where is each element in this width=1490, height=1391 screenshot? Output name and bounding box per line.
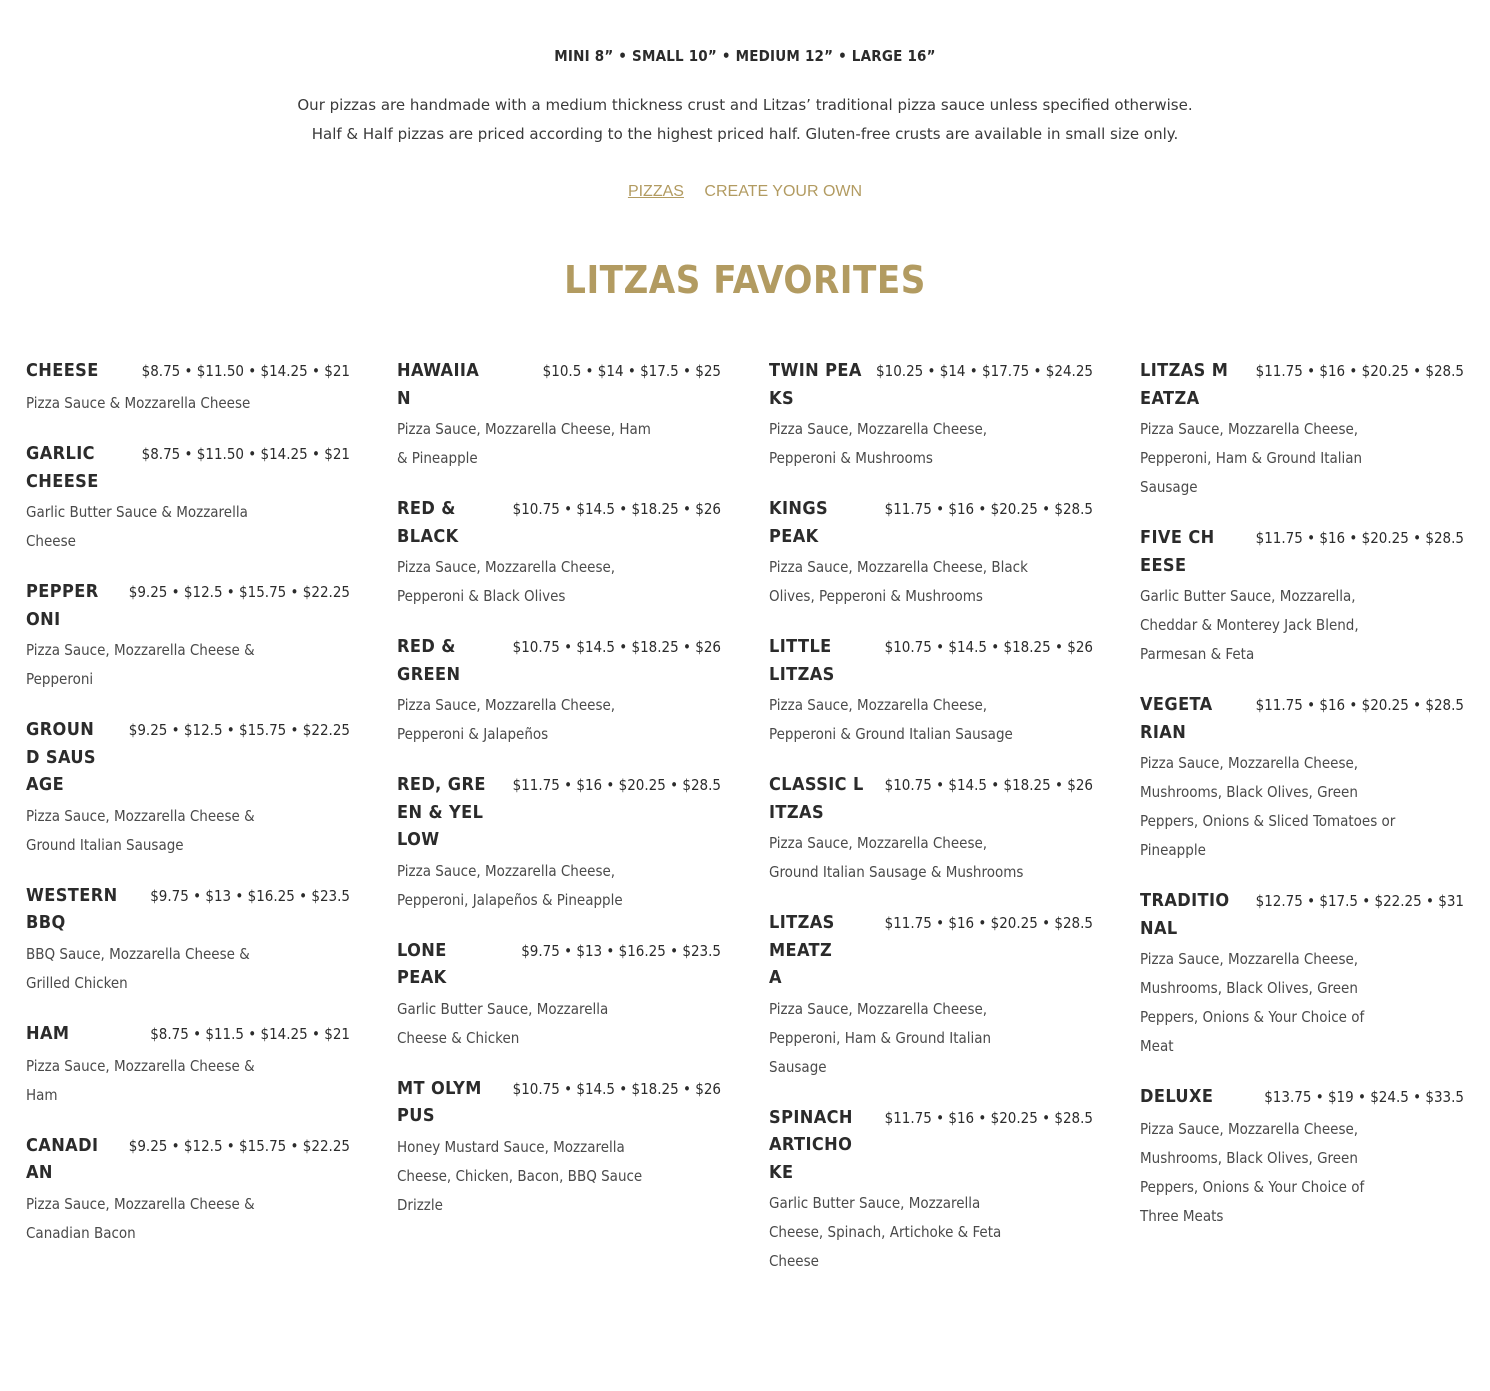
menu-item-price: $10.75 • $14.5 • $18.25 • $26 <box>512 500 721 518</box>
menu-item-header <box>769 909 1093 992</box>
menu-item-price: $11.75 • $16 • $20.25 • $28.5 <box>884 500 1093 518</box>
menu-item-price: $8.75 • $11.50 • $14.25 • $21 <box>141 362 350 380</box>
menu-item <box>397 937 721 1053</box>
menu-item-header <box>26 716 350 799</box>
menu-item-description: Pizza Sauce, Mozzarella Cheese, Pepperoni & Jalapeños <box>397 696 616 743</box>
menu-item <box>26 882 350 998</box>
menu-item-description: Garlic Butter Sauce, Mozzarella Cheese & Chicken <box>397 999 609 1047</box>
menu-item <box>769 909 1093 1082</box>
menu-item <box>397 495 721 611</box>
menu-item-name: PEPPERONI <box>26 581 99 630</box>
menu-item-price: $9.75 • $13 • $16.25 • $23.5 <box>150 886 350 905</box>
menu-item-name: HAWAIIAN <box>397 360 480 409</box>
menu-item-name: DELUXE <box>1140 1086 1214 1107</box>
intro-line-2: Half & Half pizzas are priced according to the highest priced half. Gluten-free crusts are available in small size only. <box>311 125 1179 143</box>
menu-item-name: RED & BLACK <box>397 498 459 547</box>
menu-item-description: Honey Mustard Sauce, Mozzarella Cheese, Chicken, Bacon, BBQ Sauce Drizzle <box>397 1137 643 1214</box>
menu-item-name: RED, GREEN & YELLOW <box>397 774 486 850</box>
menu-item-price: $11.75 • $16 • $20.25 • $28.5 <box>884 1108 1093 1127</box>
menu-item-header <box>397 771 721 854</box>
section-title: LITZAS FAVORITES <box>564 258 926 302</box>
menu-item <box>26 716 350 860</box>
menu-item-description: Pizza Sauce, Mozzarella Cheese, Mushrooms, Black Olives, Green Peppers, Onions & Your Choice of Meat <box>1140 950 1365 1055</box>
menu-item-name: LITTLE LITZAS <box>769 636 835 685</box>
menu-item-price: $9.25 • $12.5 • $15.75 • $22.25 <box>128 721 350 739</box>
menu-item-header <box>26 1132 350 1187</box>
menu-item-header <box>397 495 721 550</box>
menu-item-price: $11.75 • $16 • $20.25 • $28.5 <box>884 914 1093 932</box>
menu-item-header <box>26 578 350 633</box>
menu-item <box>26 440 350 556</box>
menu-item-description: Pizza Sauce, Mozzarella Cheese, Ham & Pineapple <box>397 420 651 467</box>
menu-item-name: GARLIC CHEESE <box>26 443 99 492</box>
menu-item-price: $10.75 • $14.5 • $18.25 • $26 <box>512 638 721 656</box>
menu-item-header <box>26 1020 350 1049</box>
menu-column-1 <box>26 357 350 1270</box>
menu-item-description: Garlic Butter Sauce, Mozzarella Cheese, Spinach, Artichoke & Feta Cheese <box>769 1194 1002 1270</box>
menu-item-header <box>1140 1083 1464 1112</box>
sizes-line: MINI 8” • SMALL 10” • MEDIUM 12” • LARGE 16” <box>554 47 936 65</box>
menu-item-description: Pizza Sauce, Mozzarella Cheese & Pepperoni <box>26 641 255 688</box>
menu-item-description: Pizza Sauce, Mozzarella Cheese, Pepperoni & Black Olives <box>397 558 616 605</box>
menu-tabs <box>0 183 1490 201</box>
menu-item-header <box>1140 691 1464 746</box>
menu-item-price: $11.75 • $16 • $20.25 • $28.5 <box>512 776 721 794</box>
menu-item-price: $9.75 • $13 • $16.25 • $23.5 <box>521 941 721 960</box>
intro-text <box>0 91 1490 149</box>
menu-item-description: Pizza Sauce, Mozzarella Cheese, Black Olives, Pepperoni & Mushrooms <box>769 558 1028 605</box>
menu-item-name: CLASSIC LITZAS <box>769 774 864 823</box>
menu-item <box>1140 357 1464 502</box>
menu-item-header <box>1140 524 1464 579</box>
menu-item-price: $8.75 • $11.5 • $14.25 • $21 <box>150 1024 350 1043</box>
menu-item <box>1140 887 1464 1061</box>
menu-item-header <box>769 495 1093 550</box>
menu-item-description: Pizza Sauce, Mozzarella Cheese, Pepperoni & Mushrooms <box>769 420 988 467</box>
menu-item <box>769 771 1093 887</box>
menu-item-description: Pizza Sauce, Mozzarella Cheese, Mushrooms, Black Olives, Green Peppers, Onions & Sliced Tomatoes or Pineapple <box>1140 754 1396 859</box>
menu-item-description: Pizza Sauce, Mozzarella Cheese, Ground Italian Sausage & Mushrooms <box>769 834 1024 881</box>
menu-item <box>26 1020 350 1110</box>
menu-item-price: $8.75 • $11.50 • $14.25 • $21 <box>141 445 350 463</box>
menu-item-header <box>769 771 1093 826</box>
menu-item-price: $10.75 • $14.5 • $18.25 • $26 <box>884 776 1093 794</box>
menu-item-description: Pizza Sauce, Mozzarella Cheese, Pepperoni, Ham & Ground Italian Sausage <box>1140 420 1363 496</box>
menu-item-description: Pizza Sauce & Mozzarella Cheese <box>26 394 251 412</box>
menu-item-name: KINGS PEAK <box>769 498 829 547</box>
menu-item-name: TRADITIONAL <box>1140 890 1230 939</box>
tab-create-your-own[interactable]: CREATE YOUR OWN <box>704 183 863 200</box>
menu-item-price: $9.25 • $12.5 • $15.75 • $22.25 <box>128 583 350 601</box>
menu-item-price: $10.25 • $14 • $17.75 • $24.25 <box>876 362 1093 380</box>
menu-item-name: CHEESE <box>26 360 99 381</box>
menu-item-description: Pizza Sauce, Mozzarella Cheese, Pepperoni, Jalapeños & Pineapple <box>397 861 623 909</box>
menu-column-4 <box>1140 357 1464 1253</box>
menu-item-name: LITZAS MEATZA <box>1140 360 1229 409</box>
menu-item-price: $10.75 • $14.5 • $18.25 • $26 <box>512 1079 721 1098</box>
menu-item-name: MT OLYMPUS <box>397 1077 482 1126</box>
menu-item-name: VEGETARIAN <box>1140 694 1213 743</box>
menu-item <box>26 578 350 694</box>
menu-item <box>397 633 721 749</box>
menu-item-description: Garlic Butter Sauce, Mozzarella, Cheddar & Monterey Jack Blend, Parmesan & Feta <box>1140 587 1359 663</box>
menu-item-name: LONE PEAK <box>397 939 447 988</box>
menu-item-name: FIVE CHEESE <box>1140 527 1215 576</box>
menu-item <box>769 357 1093 473</box>
menu-item-header <box>769 633 1093 688</box>
menu-column-3 <box>769 357 1093 1298</box>
menu-item <box>397 771 721 915</box>
tab-pizzas[interactable]: PIZZAS <box>627 183 684 200</box>
menu-item-price: $10.5 • $14 • $17.5 • $25 <box>542 362 721 380</box>
menu-item-price: $9.25 • $12.5 • $15.75 • $22.25 <box>128 1136 350 1155</box>
menu-item-header <box>397 633 721 688</box>
menu-item-header <box>1140 887 1464 942</box>
menu-item-description: BBQ Sauce, Mozzarella Cheese & Grilled Chicken <box>26 944 250 992</box>
menu-item <box>769 633 1093 749</box>
menu-item <box>26 1132 350 1248</box>
menu-item <box>1140 691 1464 865</box>
menu-item-name: GROUND SAUSAGE <box>26 719 96 795</box>
menu-item-header <box>26 882 350 937</box>
menu-item-name: TWIN PEAKS <box>769 360 862 409</box>
menu-item-description: Pizza Sauce, Mozzarella Cheese & Ham <box>26 1056 255 1104</box>
menu-item <box>769 495 1093 611</box>
menu-column-2 <box>397 357 721 1242</box>
menu-item-description: Pizza Sauce, Mozzarella Cheese & Canadian Bacon <box>26 1194 255 1242</box>
menu-item <box>769 1104 1093 1277</box>
menu-item-price: $11.75 • $16 • $20.25 • $28.5 <box>1255 696 1464 714</box>
intro-line-1: Our pizzas are handmade with a medium thickness crust and Litzas’ traditional pizza sauce unless specified otherwise. <box>297 96 1193 114</box>
menu-item <box>1140 524 1464 669</box>
menu-item-price: $10.75 • $14.5 • $18.25 • $26 <box>884 638 1093 656</box>
menu-item-header <box>26 440 350 495</box>
menu-item-name: HAM <box>26 1022 70 1044</box>
menu-item-price: $12.75 • $17.5 • $22.25 • $31 <box>1255 892 1464 910</box>
menu-item-header <box>397 1075 721 1130</box>
menu-item-price: $11.75 • $16 • $20.25 • $28.5 <box>1255 362 1464 380</box>
menu-item <box>397 1075 721 1220</box>
menu-item-name: SPINACH ARTICHOKE <box>769 1106 853 1183</box>
menu-item-header <box>769 1104 1093 1187</box>
menu-item-description: Pizza Sauce, Mozzarella Cheese & Ground Italian Sausage <box>26 806 255 854</box>
menu-item-name: RED & GREEN <box>397 636 461 685</box>
menu-item-name: LITZAS MEATZA <box>769 912 835 988</box>
menu-item-description: Pizza Sauce, Mozzarella Cheese, Pepperoni & Ground Italian Sausage <box>769 696 1013 743</box>
menu-item-description: Pizza Sauce, Mozzarella Cheese, Mushrooms, Black Olives, Green Peppers, Onions & Your Choice of Three Meats <box>1140 1120 1365 1225</box>
menu-item <box>1140 1083 1464 1231</box>
menu-item-description: Pizza Sauce, Mozzarella Cheese, Pepperoni, Ham & Ground Italian Sausage <box>769 999 992 1076</box>
menu-item-header <box>1140 357 1464 412</box>
menu-item-price: $13.75 • $19 • $24.5 • $33.5 <box>1264 1088 1464 1106</box>
menu-item <box>26 357 350 418</box>
menu-item-header <box>26 357 350 386</box>
menu-item <box>397 357 721 473</box>
menu-item-price: $11.75 • $16 • $20.25 • $28.5 <box>1255 529 1464 547</box>
menu-item-header <box>397 937 721 992</box>
menu-item-description: Garlic Butter Sauce & Mozzarella Cheese <box>26 503 248 550</box>
menu-item-header <box>769 357 1093 412</box>
menu-item-name: CANADIAN <box>26 1134 99 1183</box>
menu-item-name: WESTERN BBQ <box>26 884 118 933</box>
menu-item-header <box>397 357 721 412</box>
